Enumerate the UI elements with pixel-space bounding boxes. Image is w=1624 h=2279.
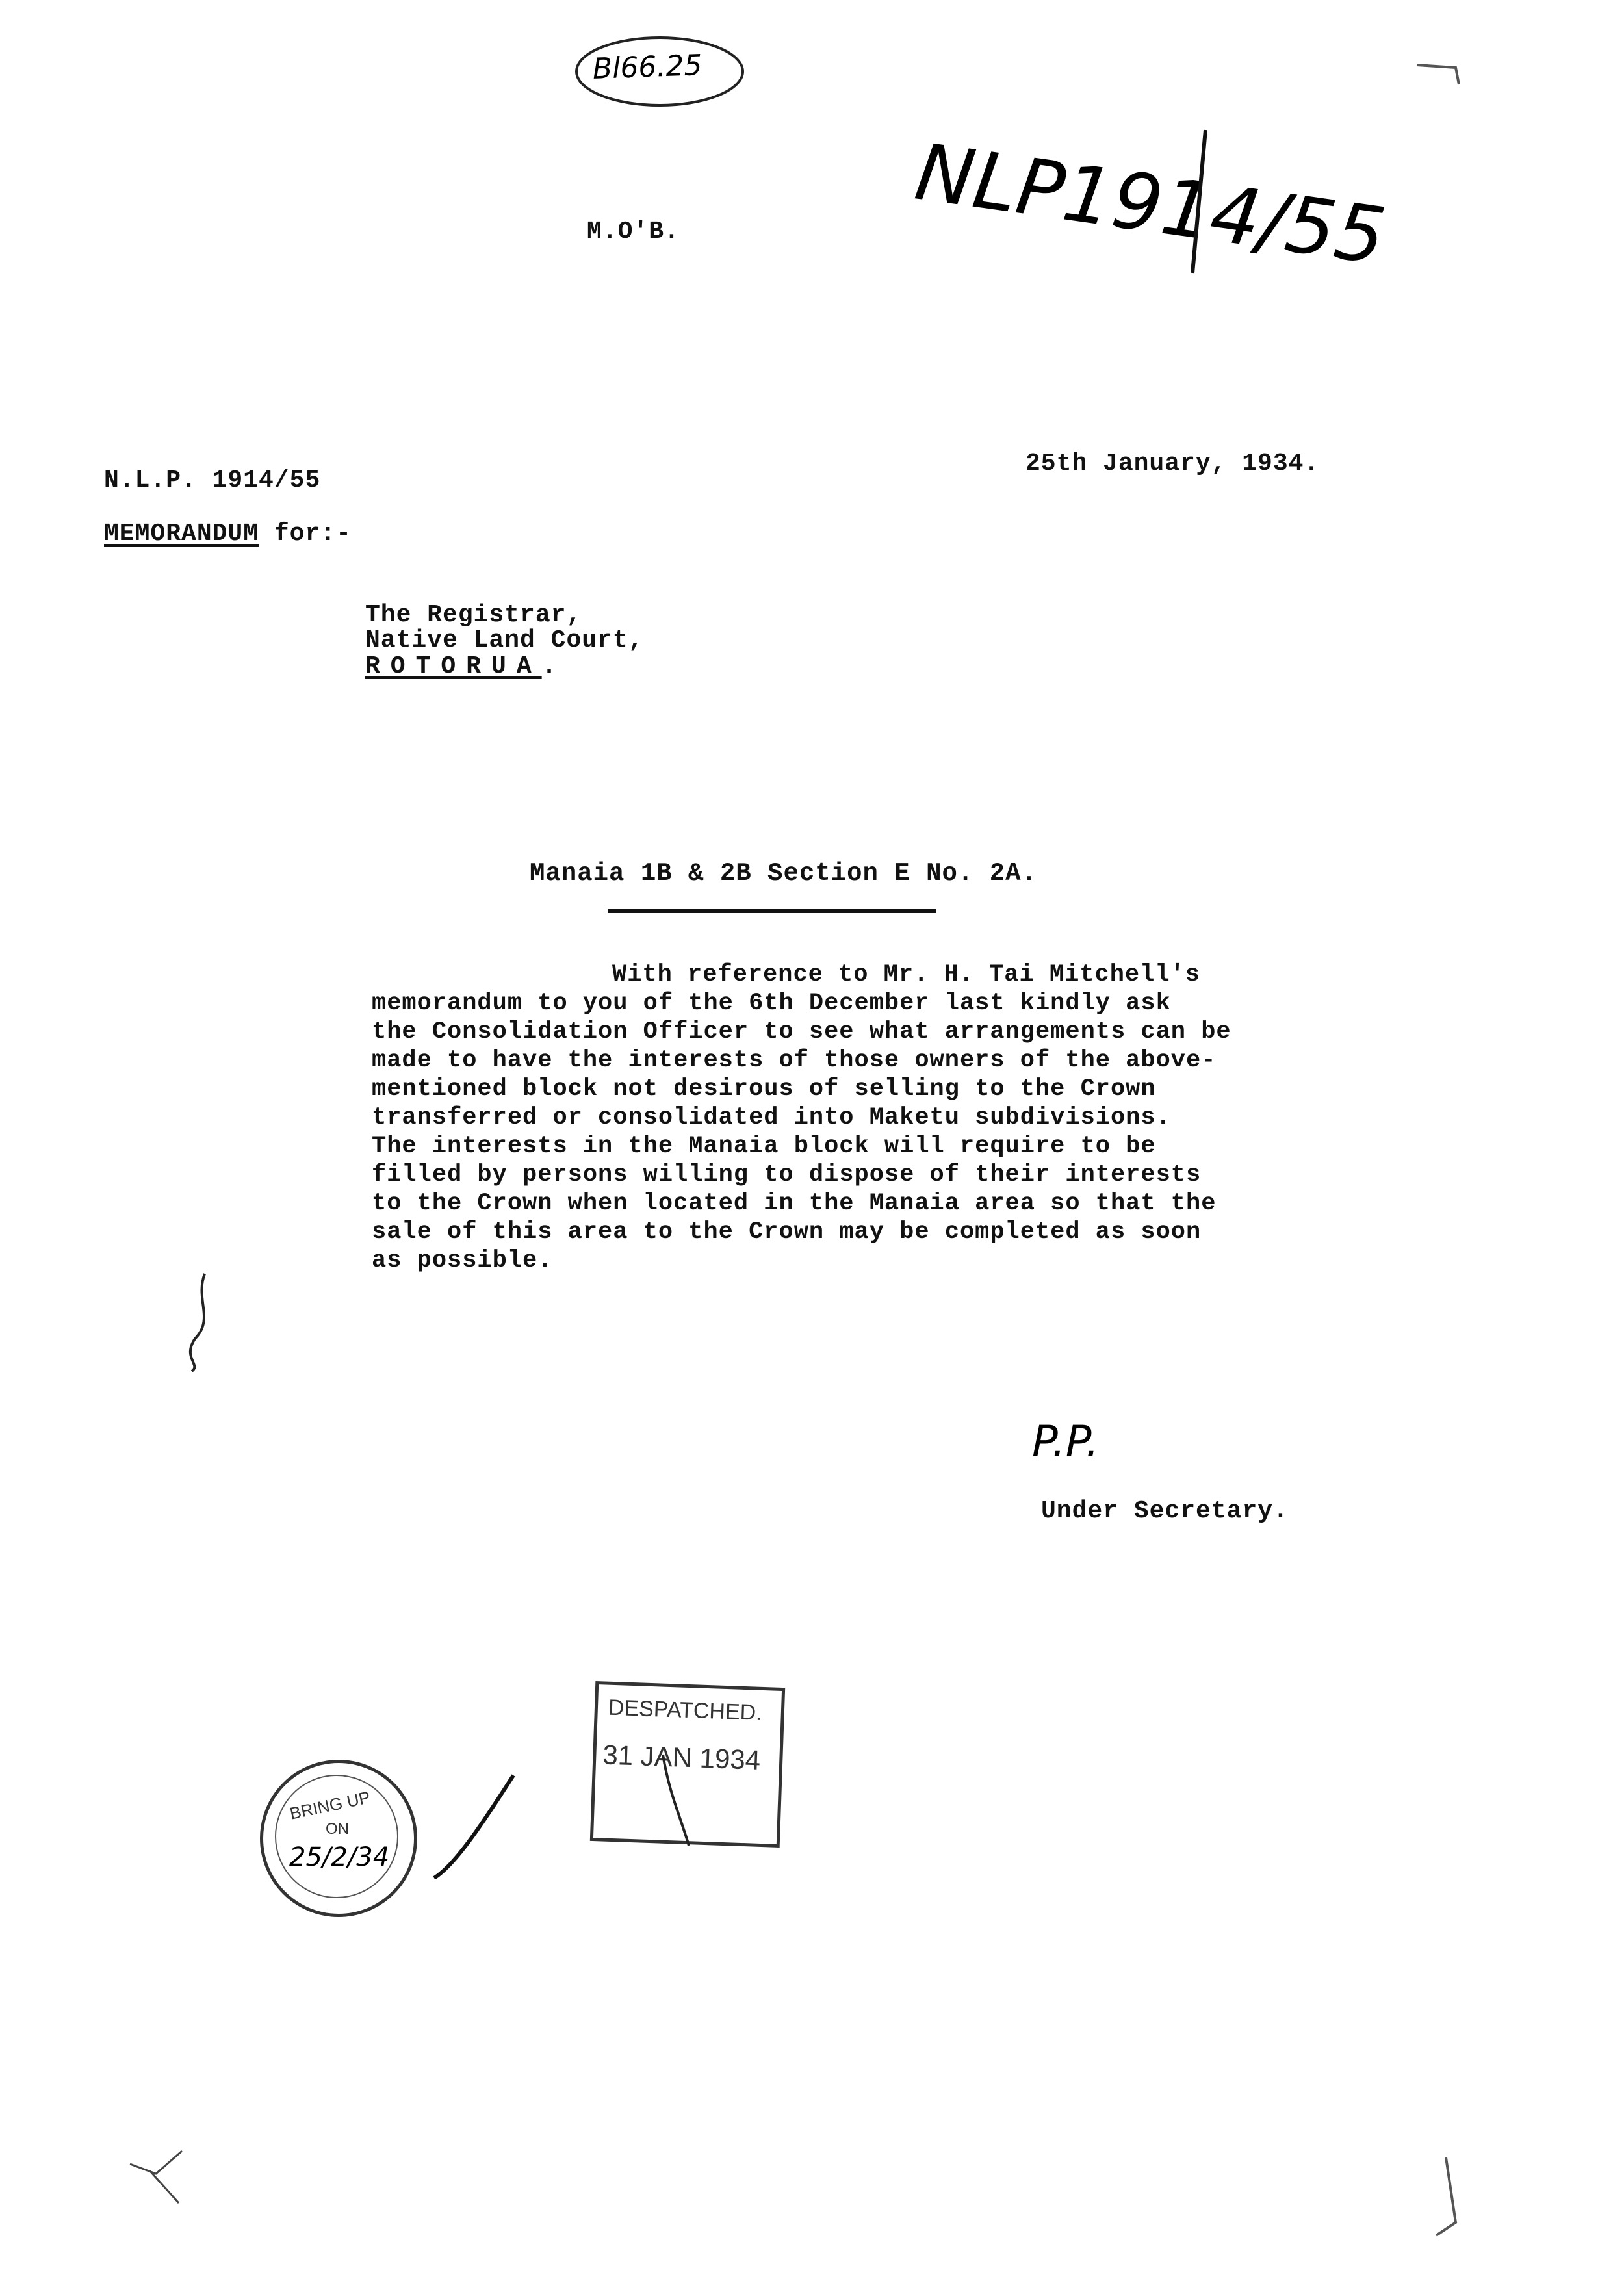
bring-up-on: ON: [326, 1820, 349, 1838]
body-line: memorandum to you of the 6th December last kindly ask: [372, 990, 1171, 1017]
file-reference: N.L.P. 1914/55: [104, 467, 321, 495]
body-line: With reference to Mr. H. Tai Mitchell's: [612, 961, 1200, 988]
body-line: sale of this area to the Crown may be completed as soon: [372, 1218, 1202, 1246]
memorandum-for: for:-: [259, 520, 352, 548]
tick-mark: [434, 1775, 513, 1878]
addressee-line-1: The Registrar,: [365, 601, 582, 629]
stamp-initial: [663, 1755, 689, 1846]
bring-up-label: BRING UP: [288, 1787, 372, 1823]
file-number-slash: [1192, 130, 1205, 273]
body-line: transferred or consolidated into Maketu subdivisions.: [372, 1104, 1171, 1131]
body-line: The interests in the Manaia block will require to be: [372, 1133, 1156, 1160]
despatched-date: 31 JAN 1934: [602, 1739, 761, 1775]
initials-mob: M.O'B.: [587, 218, 680, 246]
memorandum-label: MEMORANDUM: [104, 520, 259, 548]
bring-up-date: 25/2/34: [289, 1842, 390, 1872]
margin-mark: [190, 1274, 205, 1371]
addressee-city-end: .: [541, 652, 558, 680]
signature: P.P.: [1032, 1417, 1100, 1467]
addressee-city: ROTORUA: [365, 652, 542, 680]
body-line: as possible.: [372, 1247, 553, 1274]
handwritten-file-number: NLP1914/55: [910, 127, 1391, 283]
despatched-label: DESPATCHED.: [608, 1695, 763, 1725]
signatory-title: Under Secretary.: [1041, 1497, 1289, 1525]
reference-circle: [576, 38, 743, 105]
addressee-line-2: Native Land Court,: [365, 626, 644, 654]
subject-line: Manaia 1B & 2B Section E No. 2A.: [530, 859, 1037, 888]
corner-scribble: [130, 2151, 182, 2203]
corner-fold-top: [1417, 65, 1459, 84]
body-line: filled by persons willing to dispose of their interests: [372, 1161, 1202, 1189]
handwritten-reference: Bl66.25: [592, 49, 703, 86]
letter-date: 25th January, 1934.: [1025, 450, 1320, 478]
body-line: to the Crown when located in the Manaia area so that the: [372, 1190, 1217, 1217]
corner-fold-bottom: [1436, 2157, 1456, 2235]
body-line: the Consolidation Officer to see what arrangements can be: [372, 1018, 1231, 1046]
body-line: mentioned block not desirous of selling to the Crown: [372, 1075, 1156, 1103]
body-line: made to have the interests of those owners of the above-: [372, 1047, 1217, 1074]
